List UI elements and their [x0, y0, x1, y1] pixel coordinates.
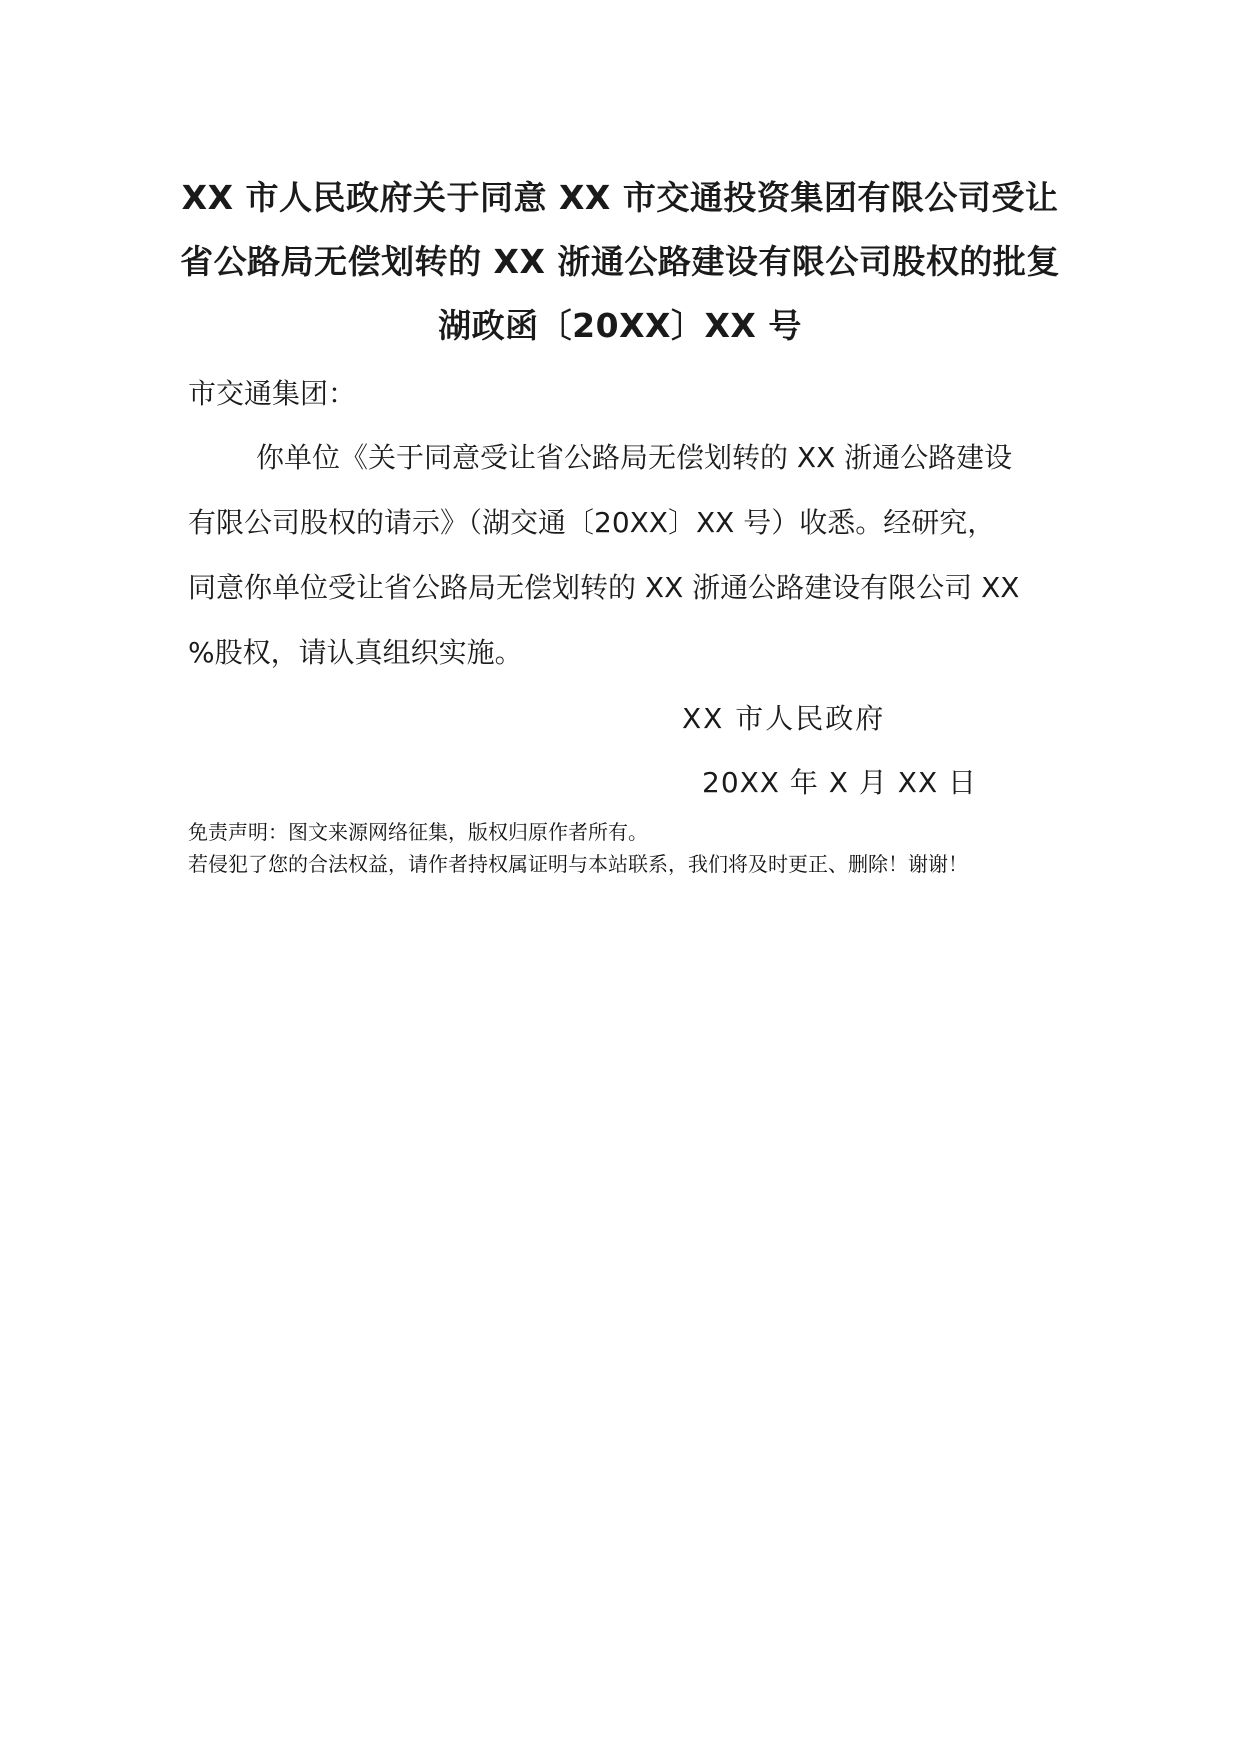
body-line-1: 你单位《关于同意受让省公路局无偿划转的 XX 浙通公路建设 [256, 441, 1013, 474]
body-line-4: %股权，请认真组织实施。 [188, 636, 523, 669]
disclaimer-line-2: 若侵犯了您的合法权益，请作者持权属证明与本站联系，我们将及时更正、删除！谢谢！ [188, 852, 968, 876]
document-title-line-1: XX 市人民政府关于同意 XX 市交通投资集团有限公司受让 [181, 178, 1059, 217]
signature-organization: XX 市人民政府 [682, 702, 886, 735]
document-reference-number: 湖政函〔20XX〕XX 号 [438, 306, 802, 345]
document-title-line-2: 省公路局无偿划转的 XX 浙通公路建设有限公司股权的批复 [180, 242, 1060, 281]
salutation: 市交通集团： [188, 377, 357, 410]
disclaimer-line-1: 免责声明：图文来源网络征集，版权归原作者所有。 [188, 820, 648, 844]
body-line-2: 有限公司股权的请示》（湖交通〔20XX〕XX 号）收悉。经研究， [188, 506, 996, 539]
signature-date: 20XX 年 X 月 XX 日 [702, 766, 978, 799]
body-line-3: 同意你单位受让省公路局无偿划转的 XX 浙通公路建设有限公司 XX [188, 571, 1020, 604]
